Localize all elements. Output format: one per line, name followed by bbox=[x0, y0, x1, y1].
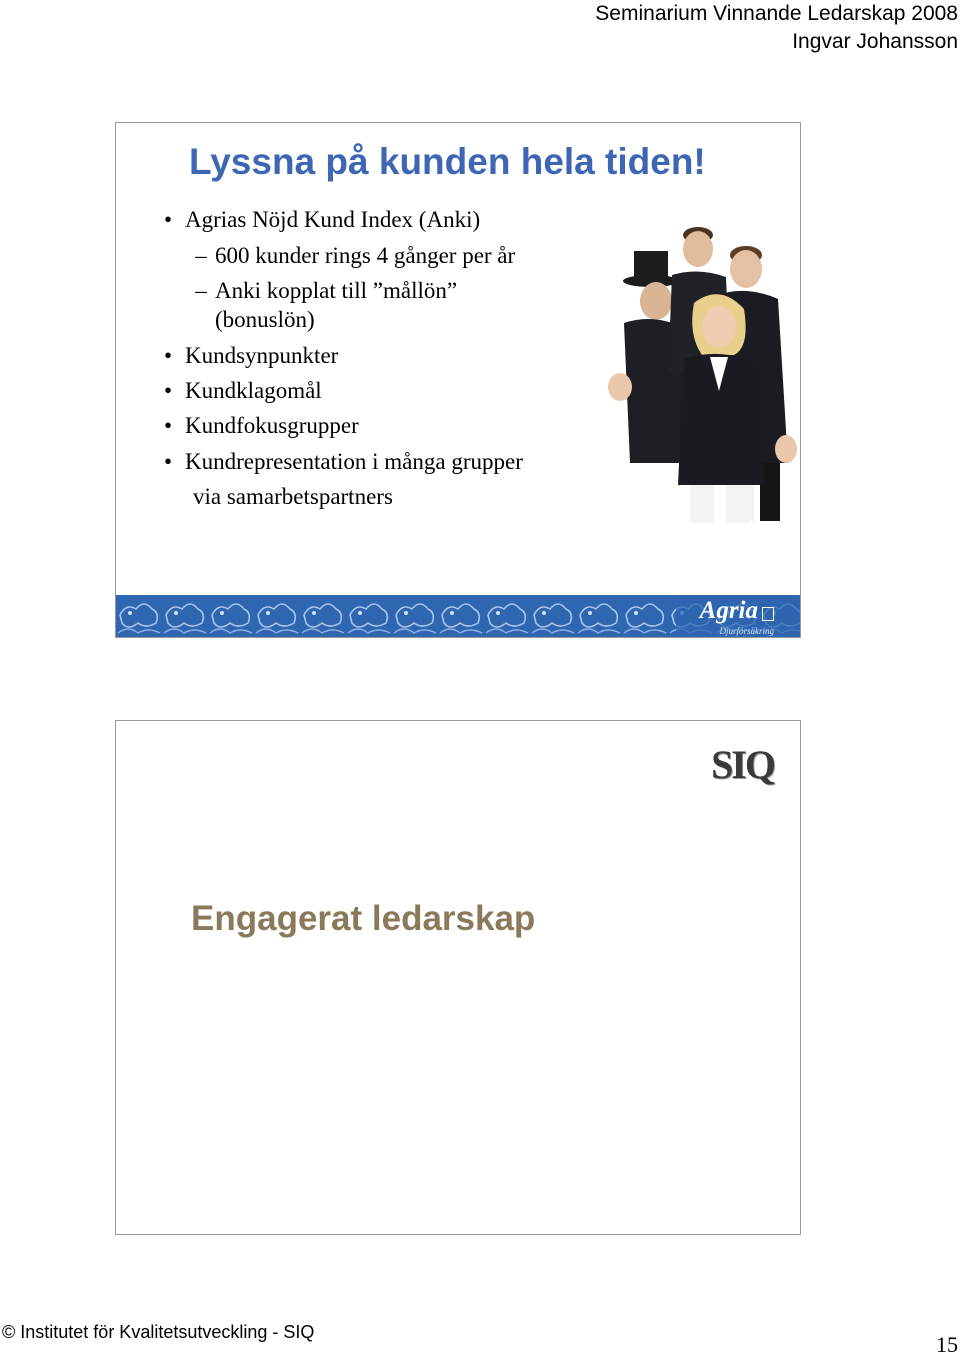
list-item bbox=[163, 376, 322, 406]
agria-logo-subtitle: Djurförsäkring bbox=[719, 626, 774, 636]
list-item-text: Agrias Nöjd Kund Index (Anki) bbox=[185, 207, 481, 232]
list-item bbox=[163, 205, 481, 235]
slide-1 bbox=[115, 122, 801, 638]
list-item-text: via samarbetspartners bbox=[193, 484, 393, 509]
slide-2 bbox=[115, 720, 801, 1235]
slide-1-title: Lyssna på kunden hela tiden! bbox=[189, 141, 706, 182]
list-item-text: Kundsynpunkter bbox=[185, 343, 339, 368]
list-item-text: Anki kopplat till ”mållön” bbox=[215, 278, 458, 303]
list-item-continuation bbox=[193, 482, 393, 512]
list-item-text: 600 kunder rings 4 gånger per år bbox=[215, 243, 516, 268]
bullet-marker: • bbox=[163, 343, 173, 368]
animal-pattern-band bbox=[116, 595, 801, 637]
bullet-marker: • bbox=[163, 449, 173, 474]
author-name: Ingvar Johansson bbox=[792, 30, 958, 53]
agria-brand-band bbox=[116, 595, 801, 637]
list-item bbox=[195, 241, 516, 271]
siq-logo: SIQ bbox=[711, 742, 774, 787]
bullet-marker: • bbox=[163, 207, 173, 232]
copyright-footer: © Institutet för Kvalitetsutveckling - SIQ bbox=[2, 1322, 315, 1342]
riders-photo bbox=[594, 223, 800, 525]
list-item bbox=[163, 411, 359, 441]
hand-right bbox=[775, 435, 797, 463]
dash-marker: – bbox=[195, 243, 207, 268]
list-item-text: Kundfokusgrupper bbox=[185, 413, 359, 438]
bullet-marker: • bbox=[163, 413, 173, 438]
seminar-title: Seminarium Vinnande Ledarskap 2008 bbox=[595, 2, 958, 25]
list-item bbox=[195, 276, 458, 306]
hand-left bbox=[608, 373, 632, 401]
bullet-marker: • bbox=[163, 378, 173, 403]
agria-logo: Agria bbox=[699, 597, 758, 624]
list-item-text: Kundrepresentation i många grupper bbox=[185, 449, 523, 474]
slide-2-title: Engagerat ledarskap bbox=[191, 899, 536, 938]
list-item-continuation bbox=[215, 305, 315, 335]
page-number: 15 bbox=[936, 1332, 958, 1356]
list-item-text: (bonuslön) bbox=[215, 307, 315, 332]
page-header bbox=[595, 0, 958, 56]
list-item-text: Kundklagomål bbox=[185, 378, 322, 403]
list-item bbox=[163, 447, 523, 477]
agria-logo-mark bbox=[762, 607, 774, 621]
list-item bbox=[163, 341, 339, 371]
dash-marker: – bbox=[195, 278, 207, 303]
